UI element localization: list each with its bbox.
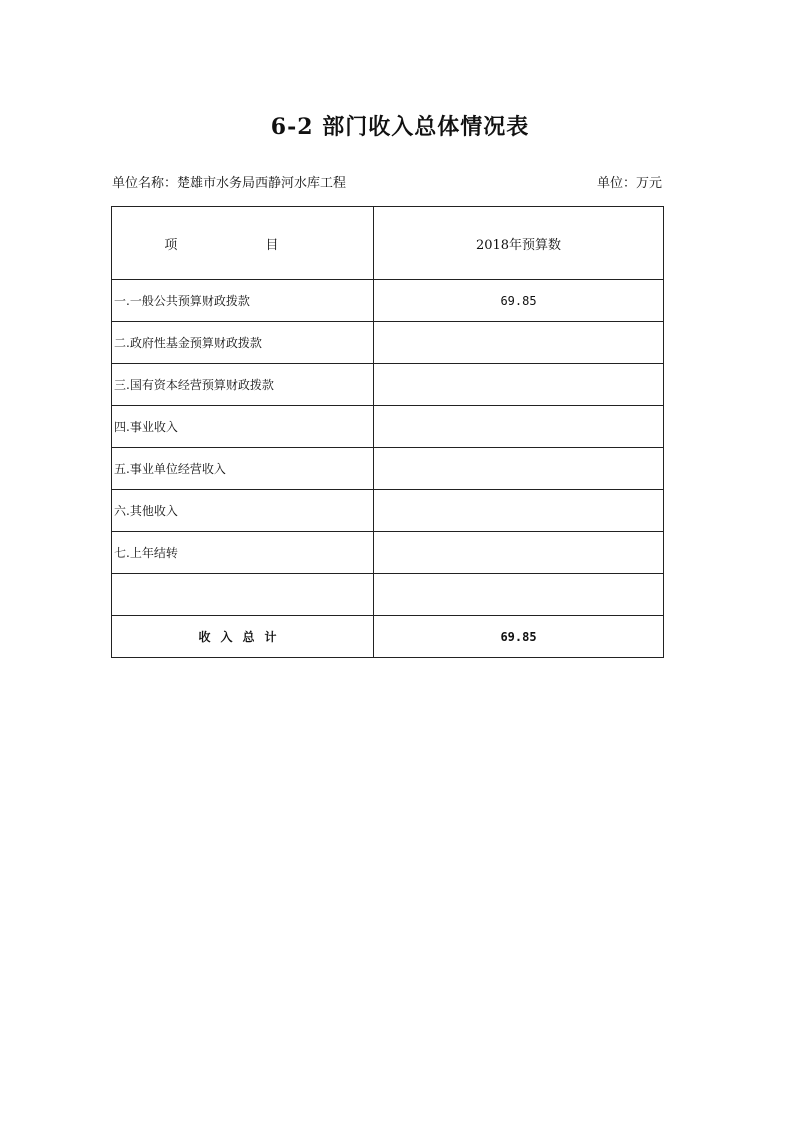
header-item xyxy=(112,207,374,280)
table-row xyxy=(112,322,664,364)
row-item: 五.事业单位经营收入 xyxy=(112,448,374,490)
table-row xyxy=(112,448,664,490)
table-row xyxy=(112,280,664,322)
unit-name-label: 单位名称：楚雄市水务局西静河水库工程 xyxy=(112,176,347,191)
row-item: 六.其他收入 xyxy=(112,490,374,532)
row-item: 四.事业收入 xyxy=(112,406,374,448)
row-value xyxy=(374,406,664,448)
page-title: 6-2 部门收入总体情况表 xyxy=(270,114,530,140)
row-item: 三.国有资本经营预算财政拨款 xyxy=(112,364,374,406)
header-item-text: 项 目 xyxy=(164,237,321,253)
header-value: 2018年预算数 xyxy=(374,207,664,280)
total-row xyxy=(112,616,664,658)
row-item xyxy=(112,574,374,616)
row-value: 69.85 xyxy=(374,280,664,322)
row-item: 二.政府性基金预算财政拨款 xyxy=(112,322,374,364)
row-item: 七.上年结转 xyxy=(112,532,374,574)
row-value xyxy=(374,322,664,364)
table-row xyxy=(112,490,664,532)
table-row xyxy=(112,364,664,406)
table-row xyxy=(112,574,664,616)
total-label xyxy=(112,616,374,658)
row-value xyxy=(374,574,664,616)
row-value xyxy=(374,490,664,532)
table-row xyxy=(112,532,664,574)
unit-measure-label: 单位：万元 xyxy=(596,176,662,191)
row-value xyxy=(374,532,664,574)
table-row xyxy=(112,406,664,448)
table-header-row xyxy=(112,207,664,280)
income-table xyxy=(111,206,664,658)
row-value xyxy=(374,364,664,406)
row-value xyxy=(374,448,664,490)
row-item: 一.一般公共预算财政拨款 xyxy=(112,280,374,322)
meta-row xyxy=(112,170,662,192)
total-label-text: 收入总计 xyxy=(198,630,287,644)
total-value: 69.85 xyxy=(374,616,664,658)
